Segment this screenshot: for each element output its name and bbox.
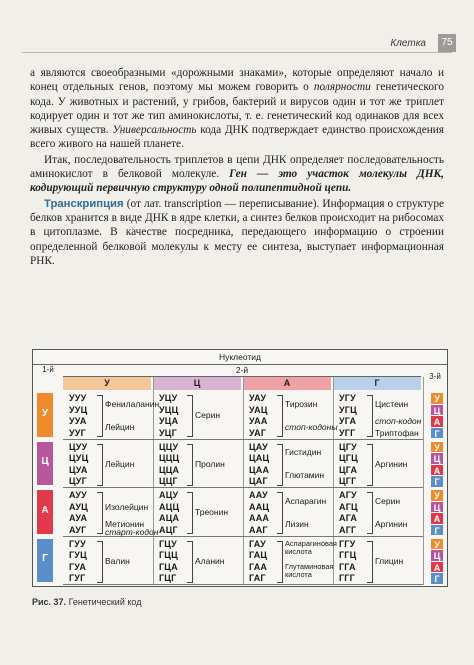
codon: УЦА <box>159 416 179 426</box>
codon: АЦГ <box>159 524 178 535</box>
codon: ГАЦ <box>249 550 268 560</box>
codon-cell <box>65 393 160 445</box>
amino-acid: кислота <box>285 569 312 579</box>
codon: ЦАУ <box>249 441 268 452</box>
amino-acid: Метионин <box>105 518 145 529</box>
paragraph-3 <box>30 197 444 268</box>
amino-acid: Валин <box>105 555 130 566</box>
codon: ГАУ <box>249 538 266 549</box>
codon: ГГА <box>339 561 356 572</box>
gene-definition: Ген — это участок молекулы ДНК, кодирующий первичную структуру одной полипептидной цепи. <box>30 168 444 195</box>
codon-bracket <box>367 444 373 486</box>
third-base-letter: А <box>431 513 443 524</box>
codon: ЦЦА <box>159 464 180 475</box>
third-base-letter: Ц <box>431 453 443 464</box>
codon: ЦГА <box>339 464 358 475</box>
text-italic: полярности <box>313 81 371 94</box>
codon: УГА <box>339 416 357 426</box>
amino-acid: старт-кодон <box>105 526 159 537</box>
third-base-letter: Ц <box>431 405 443 416</box>
codon: ААА <box>249 513 270 523</box>
codon: УГЦ <box>339 404 357 415</box>
codon: ГЦА <box>159 561 178 572</box>
amino-acid: Фенилаланин <box>105 398 160 409</box>
text-span: Итак, последовательность триплетов в цепи ДНК определяет последовательность аминокислот в белковой молекуле. <box>30 153 444 181</box>
codon: ГГГ <box>339 573 355 583</box>
section-title: Клетка <box>390 38 426 49</box>
codon-cell <box>155 490 243 542</box>
amino-acid: Тирозин <box>285 398 318 409</box>
codon: ГЦУ <box>159 538 177 549</box>
codon: ГЦГ <box>159 573 177 583</box>
codon: УАУ <box>249 393 267 403</box>
codon: ЦАЦ <box>249 453 270 463</box>
codon: ЦУГ <box>69 476 87 486</box>
codon: АУЦ <box>69 501 88 512</box>
column-divider <box>333 377 334 585</box>
codon-bracket <box>187 444 193 486</box>
body-text <box>30 66 444 268</box>
codon: ЦАА <box>249 464 270 475</box>
third-base-letter: Г <box>431 525 443 536</box>
first-base-block <box>37 393 53 437</box>
first-base-letter: Г <box>42 553 48 565</box>
amino-acid: Триптофан <box>375 427 419 438</box>
codon: ЦГГ <box>339 476 357 486</box>
figure-caption <box>32 597 141 607</box>
third-base-letter: Г <box>431 573 443 584</box>
amino-acid: Аспарагиновая <box>285 538 337 548</box>
text-italic: Универсальность <box>112 124 197 137</box>
third-base-letter: А <box>431 416 443 427</box>
codon: ГГУ <box>339 538 356 549</box>
first-nucleotide-label: 1-й <box>42 365 54 374</box>
codon-cell <box>65 539 153 591</box>
first-base-letter: У <box>41 407 49 419</box>
codon-cell <box>155 442 243 494</box>
page-header <box>22 38 452 53</box>
first-base-letter: А <box>41 504 49 516</box>
amino-acid: Глицин <box>375 555 404 566</box>
term-transcription: Транскрипция <box>44 197 124 210</box>
codon: ЦАГ <box>249 476 268 486</box>
codon: УГУ <box>339 393 356 403</box>
text-span: (от лат. transcription — переписывание). Информация о структуре белков хранится в виде ДНК в ядре клетки, а синтез белков происходит на рибосомах в цитоплазме. В качестве посредника, передающего информацию о строении определенной белковой молекулы к месту ее синтеза, выступает информационная РНК. <box>30 197 444 267</box>
codon: ААГ <box>249 524 268 535</box>
codon-cell <box>335 442 423 494</box>
codon-bracket <box>97 444 103 486</box>
codon: ГУУ <box>69 538 86 549</box>
third-base-letter: У <box>431 490 443 501</box>
third-base-letter: Ц <box>431 550 443 561</box>
codon-bracket <box>97 492 103 534</box>
codon: АГУ <box>339 490 357 500</box>
codon: ЦЦУ <box>159 441 179 452</box>
codon-bracket <box>97 395 103 437</box>
codon: АУА <box>69 513 88 523</box>
first-base-block <box>37 539 53 583</box>
codon-bracket <box>187 492 193 534</box>
second-base-header: У <box>63 377 151 390</box>
codon: ГУА <box>69 561 87 572</box>
codon: УАЦ <box>249 404 268 415</box>
third-base-letter: Г <box>431 476 443 487</box>
caption-text: Генетический код <box>66 597 142 607</box>
codon: ГАА <box>249 561 268 572</box>
amino-acid: Пролин <box>195 458 225 469</box>
amino-acid: Лейцин <box>105 458 135 469</box>
codon: ЦГЦ <box>339 453 358 463</box>
codon-cell <box>335 393 423 445</box>
codon: ГЦЦ <box>159 550 178 560</box>
codon: УАА <box>249 416 268 426</box>
codon-bracket <box>277 492 283 534</box>
codon-cell <box>245 538 337 591</box>
codon-bracket <box>187 541 193 583</box>
codon-cell <box>65 442 153 494</box>
third-base-letter: А <box>431 465 443 476</box>
codon: ГУГ <box>69 573 86 583</box>
codon-bracket <box>367 492 373 534</box>
column-divider <box>243 377 244 585</box>
codon: УУА <box>69 416 87 426</box>
nucleotide-label: Нуклеотид <box>33 350 447 365</box>
codon: АГЦ <box>339 501 358 512</box>
amino-acid: Гистидин <box>285 447 322 458</box>
codon: УАГ <box>249 427 267 438</box>
paragraph-2 <box>30 153 444 196</box>
genetic-code-table <box>32 349 448 587</box>
codon: ЦЦГ <box>159 476 178 486</box>
amino-acid: Аргинин <box>375 518 408 529</box>
codon: ЦГУ <box>339 441 357 452</box>
codon-bracket <box>187 395 193 437</box>
text-span: кода ДНК подтверждает единство происхождения всего живого на нашей планете. <box>30 124 444 151</box>
codon-cell <box>155 393 243 445</box>
amino-acid: Цистеин <box>375 398 409 409</box>
codon: АЦУ <box>159 490 179 500</box>
amino-acid: Серин <box>195 410 221 421</box>
codon: ЦУУ <box>69 441 88 452</box>
codon-cell <box>335 490 423 542</box>
codon-cell <box>155 539 243 591</box>
codon: ГАГ <box>249 573 266 583</box>
page-number: 75 <box>438 34 456 52</box>
second-base-header: А <box>243 377 331 390</box>
third-base-letter: А <box>431 562 443 573</box>
codon: УУЦ <box>69 404 88 415</box>
amino-acid: Лизин <box>285 518 309 529</box>
codon: АГА <box>339 513 358 523</box>
third-base-letter: У <box>431 442 443 453</box>
codon: УЦЦ <box>159 404 179 415</box>
first-base-block <box>37 490 53 534</box>
third-nucleotide-label: 3-й <box>429 372 441 381</box>
amino-acid: Глутаминовая <box>285 561 334 571</box>
codon: ЦУА <box>69 464 88 475</box>
codon: АУУ <box>69 490 87 500</box>
amino-acid: стоп-кодон <box>375 416 422 426</box>
third-base-letter: У <box>431 539 443 550</box>
codon: ГГЦ <box>339 550 357 560</box>
first-base-letter: Ц <box>41 456 49 468</box>
amino-acid: Изолейцин <box>105 501 149 512</box>
codon: ЦЦЦ <box>159 453 180 463</box>
codon-cell <box>65 490 159 542</box>
text-span: а являются своеобразными «дорожными знаками», которые определяют начало и конец отдельных генов, поэтому мы можем говорить о <box>30 67 444 94</box>
codon: УЦУ <box>159 393 178 403</box>
codon-cell <box>245 442 333 494</box>
codon: АГГ <box>339 524 357 535</box>
codon-bracket <box>367 395 373 437</box>
codon: ЦУЦ <box>69 453 89 463</box>
amino-acid: кислота <box>285 546 312 556</box>
codon: АЦА <box>159 513 180 523</box>
second-nucleotide-label: 2-й <box>63 364 421 377</box>
codon: УГГ <box>339 427 356 438</box>
codon: АУГ <box>69 524 87 535</box>
codon-bracket <box>367 541 373 583</box>
codon: ААУ <box>249 490 268 500</box>
caption-label: Рис. 37. <box>32 597 67 607</box>
amino-acid: Аланин <box>195 555 225 566</box>
codon-bracket <box>97 541 103 583</box>
first-base-block <box>37 442 53 486</box>
codon: ААЦ <box>249 501 270 512</box>
codon-cell <box>335 539 423 591</box>
codon-bracket <box>277 541 283 583</box>
amino-acid: Аргинин <box>375 458 408 469</box>
codon: УЦГ <box>159 427 177 438</box>
text-span: генетического кода. У животных и растений, у грибов, бактерий и вирусов один и тот же триплет кодирует один и тот же тип аминокислоты, т. е. генетический код одинаков для всех живых существ. <box>30 81 444 137</box>
third-base-letter: Г <box>431 428 443 439</box>
column-divider <box>423 377 424 585</box>
paragraph-1 <box>30 66 444 152</box>
codon-cell <box>245 393 338 445</box>
codon: АЦЦ <box>159 501 180 512</box>
amino-acid: Треонин <box>195 507 229 518</box>
amino-acid: Аспарагин <box>285 495 327 506</box>
codon: УУГ <box>69 427 86 438</box>
codon: УУУ <box>69 393 87 403</box>
codon: ГУЦ <box>69 550 87 560</box>
third-base-letter: Ц <box>431 502 443 513</box>
amino-acid: Серин <box>375 495 401 506</box>
second-base-header: Г <box>333 377 421 390</box>
second-base-header: Ц <box>153 377 241 390</box>
codon-cell <box>245 490 333 542</box>
amino-acid: Лейцин <box>105 421 135 432</box>
amino-acid: стоп-кодоны <box>285 421 338 432</box>
codon-bracket <box>277 395 283 437</box>
codon-bracket <box>277 444 283 486</box>
third-base-letter: У <box>431 393 443 404</box>
amino-acid: Глютамин <box>285 470 325 481</box>
